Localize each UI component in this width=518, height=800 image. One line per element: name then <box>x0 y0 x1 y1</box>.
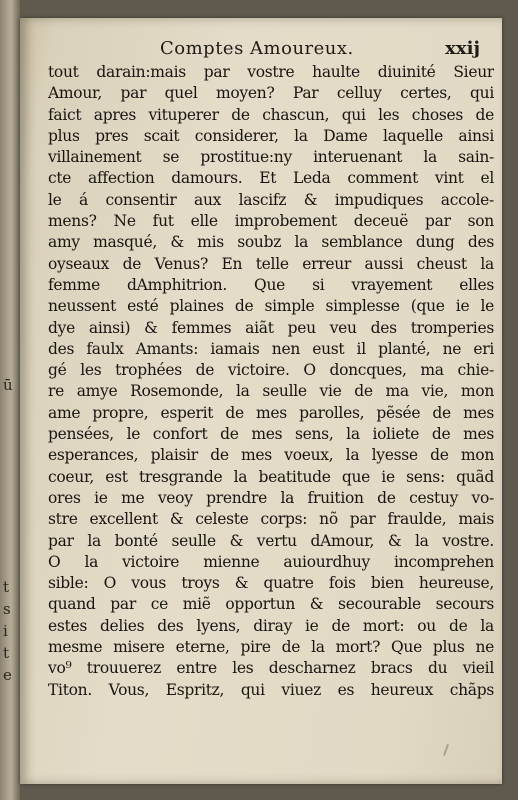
text-line: dye ainsi) & femmes aiãt peu veu des tromperies <box>48 318 494 337</box>
text-line: mesme misere eterne, pire de la mort? Que plus ne <box>48 638 494 657</box>
text-line: neussent esté plaines de simple simplesse (que ie le <box>48 297 494 316</box>
text-line: ame propre, esperit de mes parolles, pẽsée de mes <box>48 403 494 422</box>
text-line: O la victoire mienne auiourdhuy incomprehen <box>48 552 494 571</box>
text-line: vo⁹ trouuerez entre les descharnez bracs du vieil <box>48 659 494 678</box>
page-number: xxij <box>445 38 480 59</box>
text-line: oyseaux de Venus? En telle erreur aussi cheust la <box>48 254 494 273</box>
margin-fragment: e <box>3 666 12 684</box>
text-line: Titon. Vous, Espritz, qui viuez es heureux chãps <box>48 680 494 699</box>
text-line: esperances, plaisir de mes voeux, la lyesse de mon <box>48 446 494 465</box>
margin-fragment: t <box>3 578 10 596</box>
text-line: re amye Rosemonde, la seulle vie de ma vie, mon <box>48 382 494 401</box>
text-line: le á consentir aux lascifz & impudiques accole- <box>48 190 494 209</box>
previous-page-edge <box>0 0 20 800</box>
text-line: pensées, le confort de mes sens, la ioliete de mes <box>48 425 494 444</box>
text-line: Amour, par quel moyen? Par celluy certes, qui <box>48 84 494 103</box>
text-line: tout darain:mais par vostre haulte diuinité Sieur <box>48 63 494 81</box>
running-head: Comptes Amoureux. <box>160 38 354 59</box>
text-line: amy masqué, & mis soubz la semblance dung des <box>48 233 494 252</box>
text-line: estes delies des lyens, diray ie de mort: ou de la <box>48 616 494 635</box>
text-line: mens? Ne fut elle improbement deceuë par son <box>48 212 494 231</box>
page-header <box>20 38 502 64</box>
text-block <box>48 62 494 701</box>
margin-fragment: ū <box>3 376 13 394</box>
margin-fragment: t <box>3 644 10 662</box>
text-line: coeur, est tresgrande la beatitude que ie sens: quãd <box>48 467 494 486</box>
ink-mark <box>443 744 449 756</box>
text-line: par la bonté seulle & vertu dAmour, & la vostre. <box>48 531 494 550</box>
book-page <box>20 18 502 784</box>
text-line: des faulx Amants: iamais nen eust il planté, ne eri <box>48 339 494 358</box>
text-line: faict apres vituperer de chascun, qui les choses de <box>48 105 494 124</box>
text-line: ores ie me veoy prendre la fruition de cestuy vo- <box>48 488 494 507</box>
text-line: stre excellent & celeste corps: nõ par fraulde, mais <box>48 510 494 529</box>
text-line: gé les trophées de victoire. O doncques, ma chie- <box>48 361 494 380</box>
text-line: cte affection damours. Et Leda comment vint el <box>48 169 494 188</box>
text-line: quand par ce miẽ opportun & secourable secours <box>48 595 494 614</box>
text-line: plus pres scait considerer, la Dame laquelle ainsi <box>48 126 494 145</box>
margin-fragment: i <box>3 622 8 640</box>
text-line: villainement se prostitue:ny interuenant la sain- <box>48 148 494 167</box>
margin-fragment: s <box>3 600 11 618</box>
text-line: sible: O vous troys & quatre fois bien heureuse, <box>48 574 494 593</box>
text-line: femme dAmphitrion. Que si vrayement elles <box>48 275 494 294</box>
